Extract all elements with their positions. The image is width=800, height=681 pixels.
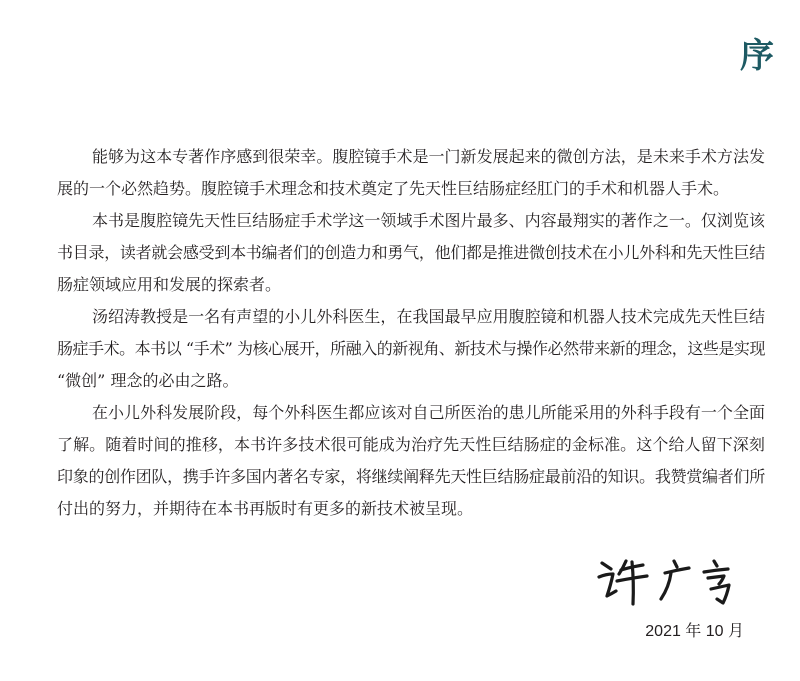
- text-line: 展的一个必然趋势。腹腔镜手术理念和技术奠定了先天性巨结肠症经肛门的手术和机器人手术。: [57, 179, 730, 198]
- paragraph-1: [57, 141, 765, 205]
- text-line: 本书是腹腔镜先天性巨结肠症手术学这一领域手术图片最多、内容最翔实的著作之一。仅浏览该: [92, 211, 765, 230]
- text-line: 书目录，读者就会感受到本书编者们的创造力和勇气，他们都是推进微创技术在小儿外科和先天性巨结: [57, 243, 765, 262]
- text-line: 了解。随着时间的推移，本书许多技术很可能成为治疗先天性巨结肠症的金标准。这个给人留下深刻: [57, 435, 765, 454]
- text-line: 肠症领域应用和发展的探索者。: [57, 275, 282, 294]
- text-line: 付出的努力，并期待在本书再版时有更多的新技术被呈现。: [57, 499, 474, 518]
- paragraph-3: [57, 301, 765, 397]
- handwritten-signature: [590, 552, 740, 612]
- text-line: 能够为这本专著作序感到很荣幸。腹腔镜手术是一门新发展起来的微创方法，是未来手术方法发: [92, 147, 765, 166]
- paragraph-4: [57, 397, 765, 525]
- date: 2021 年 10 月: [645, 623, 744, 640]
- text-line: 印象的创作团队，携手许多国内著名专家，将继续阐释先天性巨结肠症最前沿的知识。我赞赏编者们所: [57, 467, 765, 486]
- preface-body: [57, 141, 765, 525]
- text-line: 汤绍涛教授是一名有声望的小儿外科医生，在我国最早应用腹腔镜和机器人技术完成先天性巨结: [92, 307, 765, 326]
- text-line: “微创” 理念的必由之路。: [57, 371, 239, 390]
- text-line: 在小儿外科发展阶段，每个外科医生都应该对自己所医治的患儿所能采用的外科手段有一个全面: [92, 403, 765, 422]
- text-line: 肠症手术。本书以 “手术” 为核心展开，所融入的新视角、新技术与操作必然带来新的理念，这些是实现: [57, 339, 765, 358]
- paragraph-2: [57, 205, 765, 301]
- page-title: 序: [740, 36, 774, 76]
